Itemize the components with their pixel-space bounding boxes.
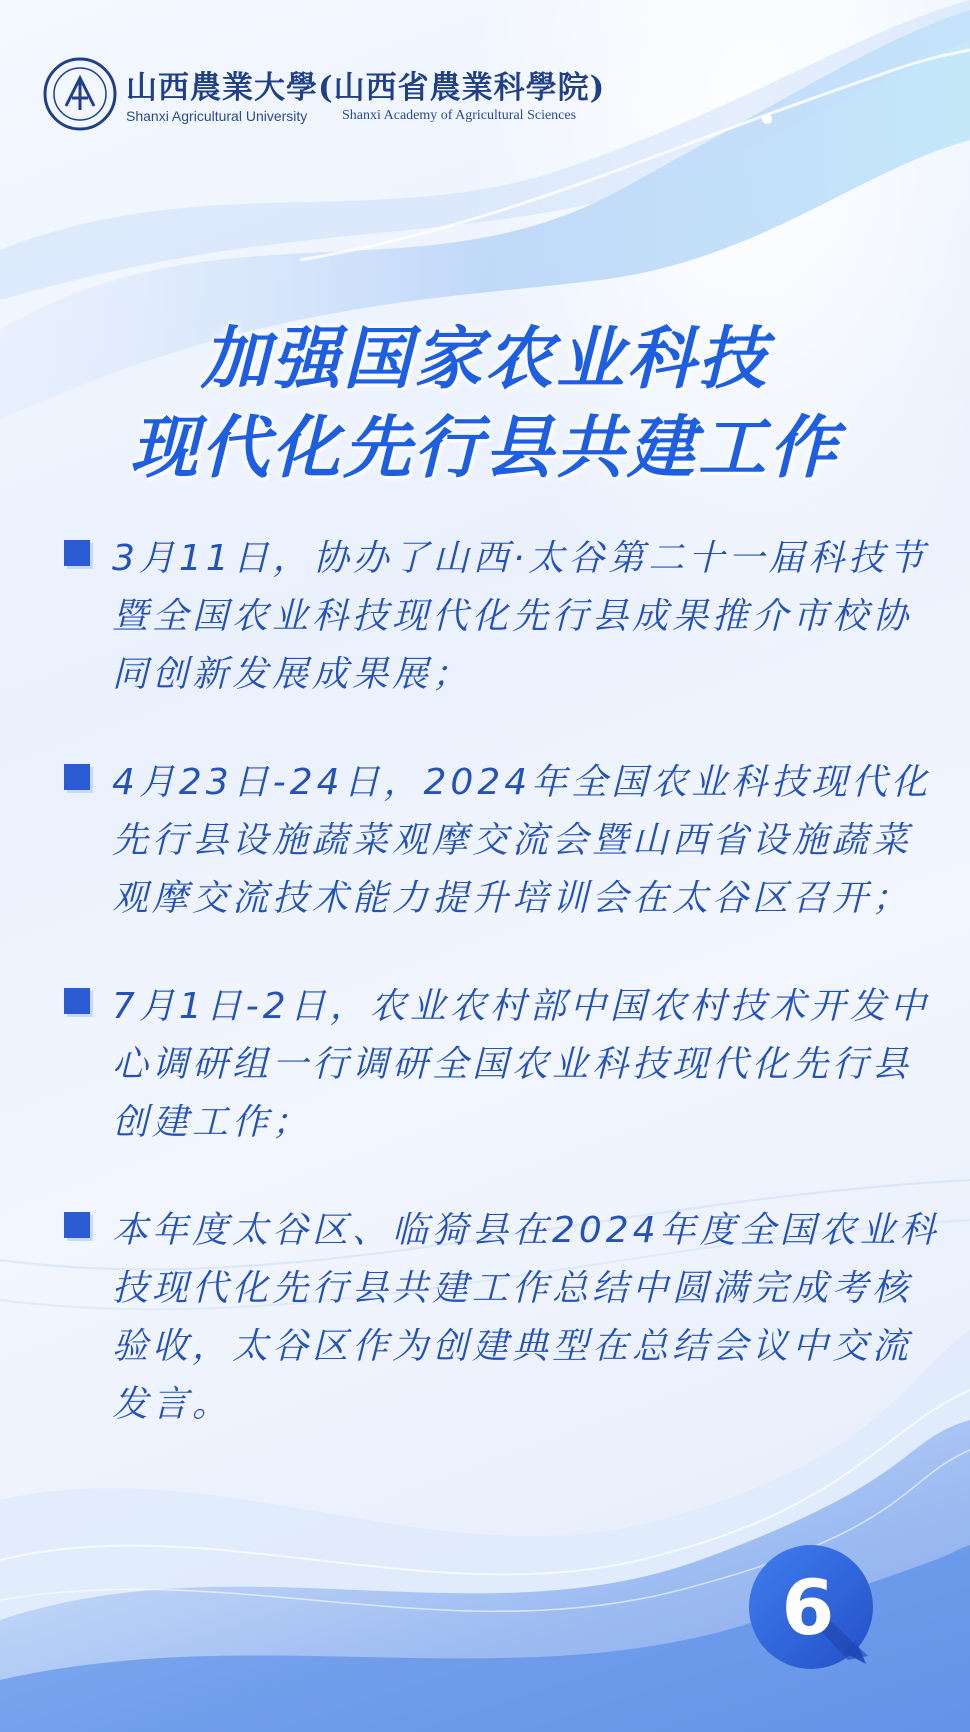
- university-name-english: Shanxi Agricultural University: [126, 108, 308, 124]
- list-item-text: 7月1日-2日，农业农村部中国农村技术开发中心调研组一行调研全国农业科技现代化先行县创建工作；: [112, 986, 930, 1143]
- university-name-chinese: 山西農業大學(山西省農業科學院): [126, 70, 606, 106]
- list-item-text: 3月11日，协办了山西·太谷第二十一届科技节暨全国农业科技现代化先行县成果推介市校协同创新发展成果展；: [112, 538, 929, 695]
- academy-name-english: Shanxi Academy of Agricultural Sciences: [342, 108, 577, 123]
- square-bullet-icon: [64, 764, 90, 790]
- page-title-line-1: 加强国家农业科技: [200, 320, 769, 399]
- page-number-badge: [748, 1544, 884, 1674]
- square-bullet-icon: [64, 988, 90, 1014]
- university-header: [42, 56, 642, 136]
- square-bullet-icon: [64, 540, 90, 566]
- list-item-text: 4月23日-24日，2024年全国农业科技现代化先行县设施蔬菜观摩交流会暨山西省设施蔬菜观摩交流技术能力提升培训会在太谷区召开；: [112, 762, 932, 919]
- list-item-text: 本年度太谷区、临猗县在2024年度全国农业科技现代化先行县共建工作总结中圆满完成考核验收，太谷区作为创建典型在总结会议中交流发言。: [112, 1210, 940, 1425]
- university-seal-icon: [42, 56, 118, 132]
- square-bullet-icon: [64, 1212, 90, 1238]
- page-number: 6: [781, 1563, 835, 1652]
- page-title-line-2: 现代化先行县共建工作: [129, 409, 840, 488]
